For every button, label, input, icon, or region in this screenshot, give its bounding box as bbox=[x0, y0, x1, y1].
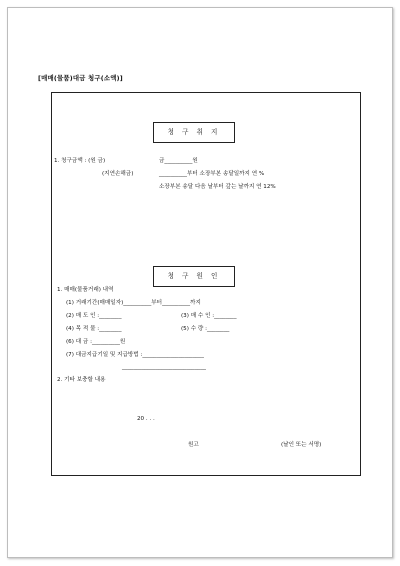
date-field[interactable]: 20 . . . bbox=[137, 416, 155, 422]
delay-damages-field[interactable]: __________부터 소장부본 송달일까지 연 % bbox=[159, 171, 265, 177]
buyer-field[interactable]: (3) 매 수 인 :________ bbox=[181, 313, 237, 319]
delay-damages-label: (지연손해금) bbox=[102, 171, 134, 177]
object-field[interactable]: (4) 목 적 물 :________ bbox=[66, 326, 122, 332]
payment-method-continued[interactable]: ______________________________ bbox=[122, 364, 206, 370]
other-details-label: 2. 기타 보충할 내용 bbox=[57, 377, 106, 383]
claim-amount-label: 1. 청구금액 : (원 금) bbox=[54, 158, 106, 164]
seal-or-signature-label: (날인 또는 서명) bbox=[281, 442, 322, 448]
document-title: [매매(물품)대금 청구(소액)] bbox=[38, 74, 123, 82]
seller-field[interactable]: (2) 매 도 인 :________ bbox=[66, 313, 122, 319]
quantity-field[interactable]: (5) 수 량 :________ bbox=[181, 326, 230, 332]
price-field[interactable]: (6) 대 금 :__________원 bbox=[66, 339, 126, 345]
claim-purpose-heading: 청 구 취 지 bbox=[153, 122, 235, 143]
document-page bbox=[7, 7, 393, 558]
form-box bbox=[51, 92, 361, 476]
principal-amount-field[interactable]: 금__________원 bbox=[159, 158, 198, 164]
payment-method-field[interactable]: (7) 대금지급기일 및 지급방법 :______________________ bbox=[66, 352, 204, 358]
plaintiff-label: 원고 bbox=[188, 442, 199, 448]
transaction-section-label: 1. 매매(물품거래) 내역 bbox=[57, 287, 114, 293]
interest-rate-text: 소장부본 송달 다음 날부터 갚는 날까지 연 12% bbox=[159, 184, 276, 190]
claim-cause-heading: 청 구 원 인 bbox=[153, 266, 235, 287]
transaction-period-field[interactable]: (1) 거래기간(매매일자)__________부터__________까지 bbox=[66, 300, 201, 306]
